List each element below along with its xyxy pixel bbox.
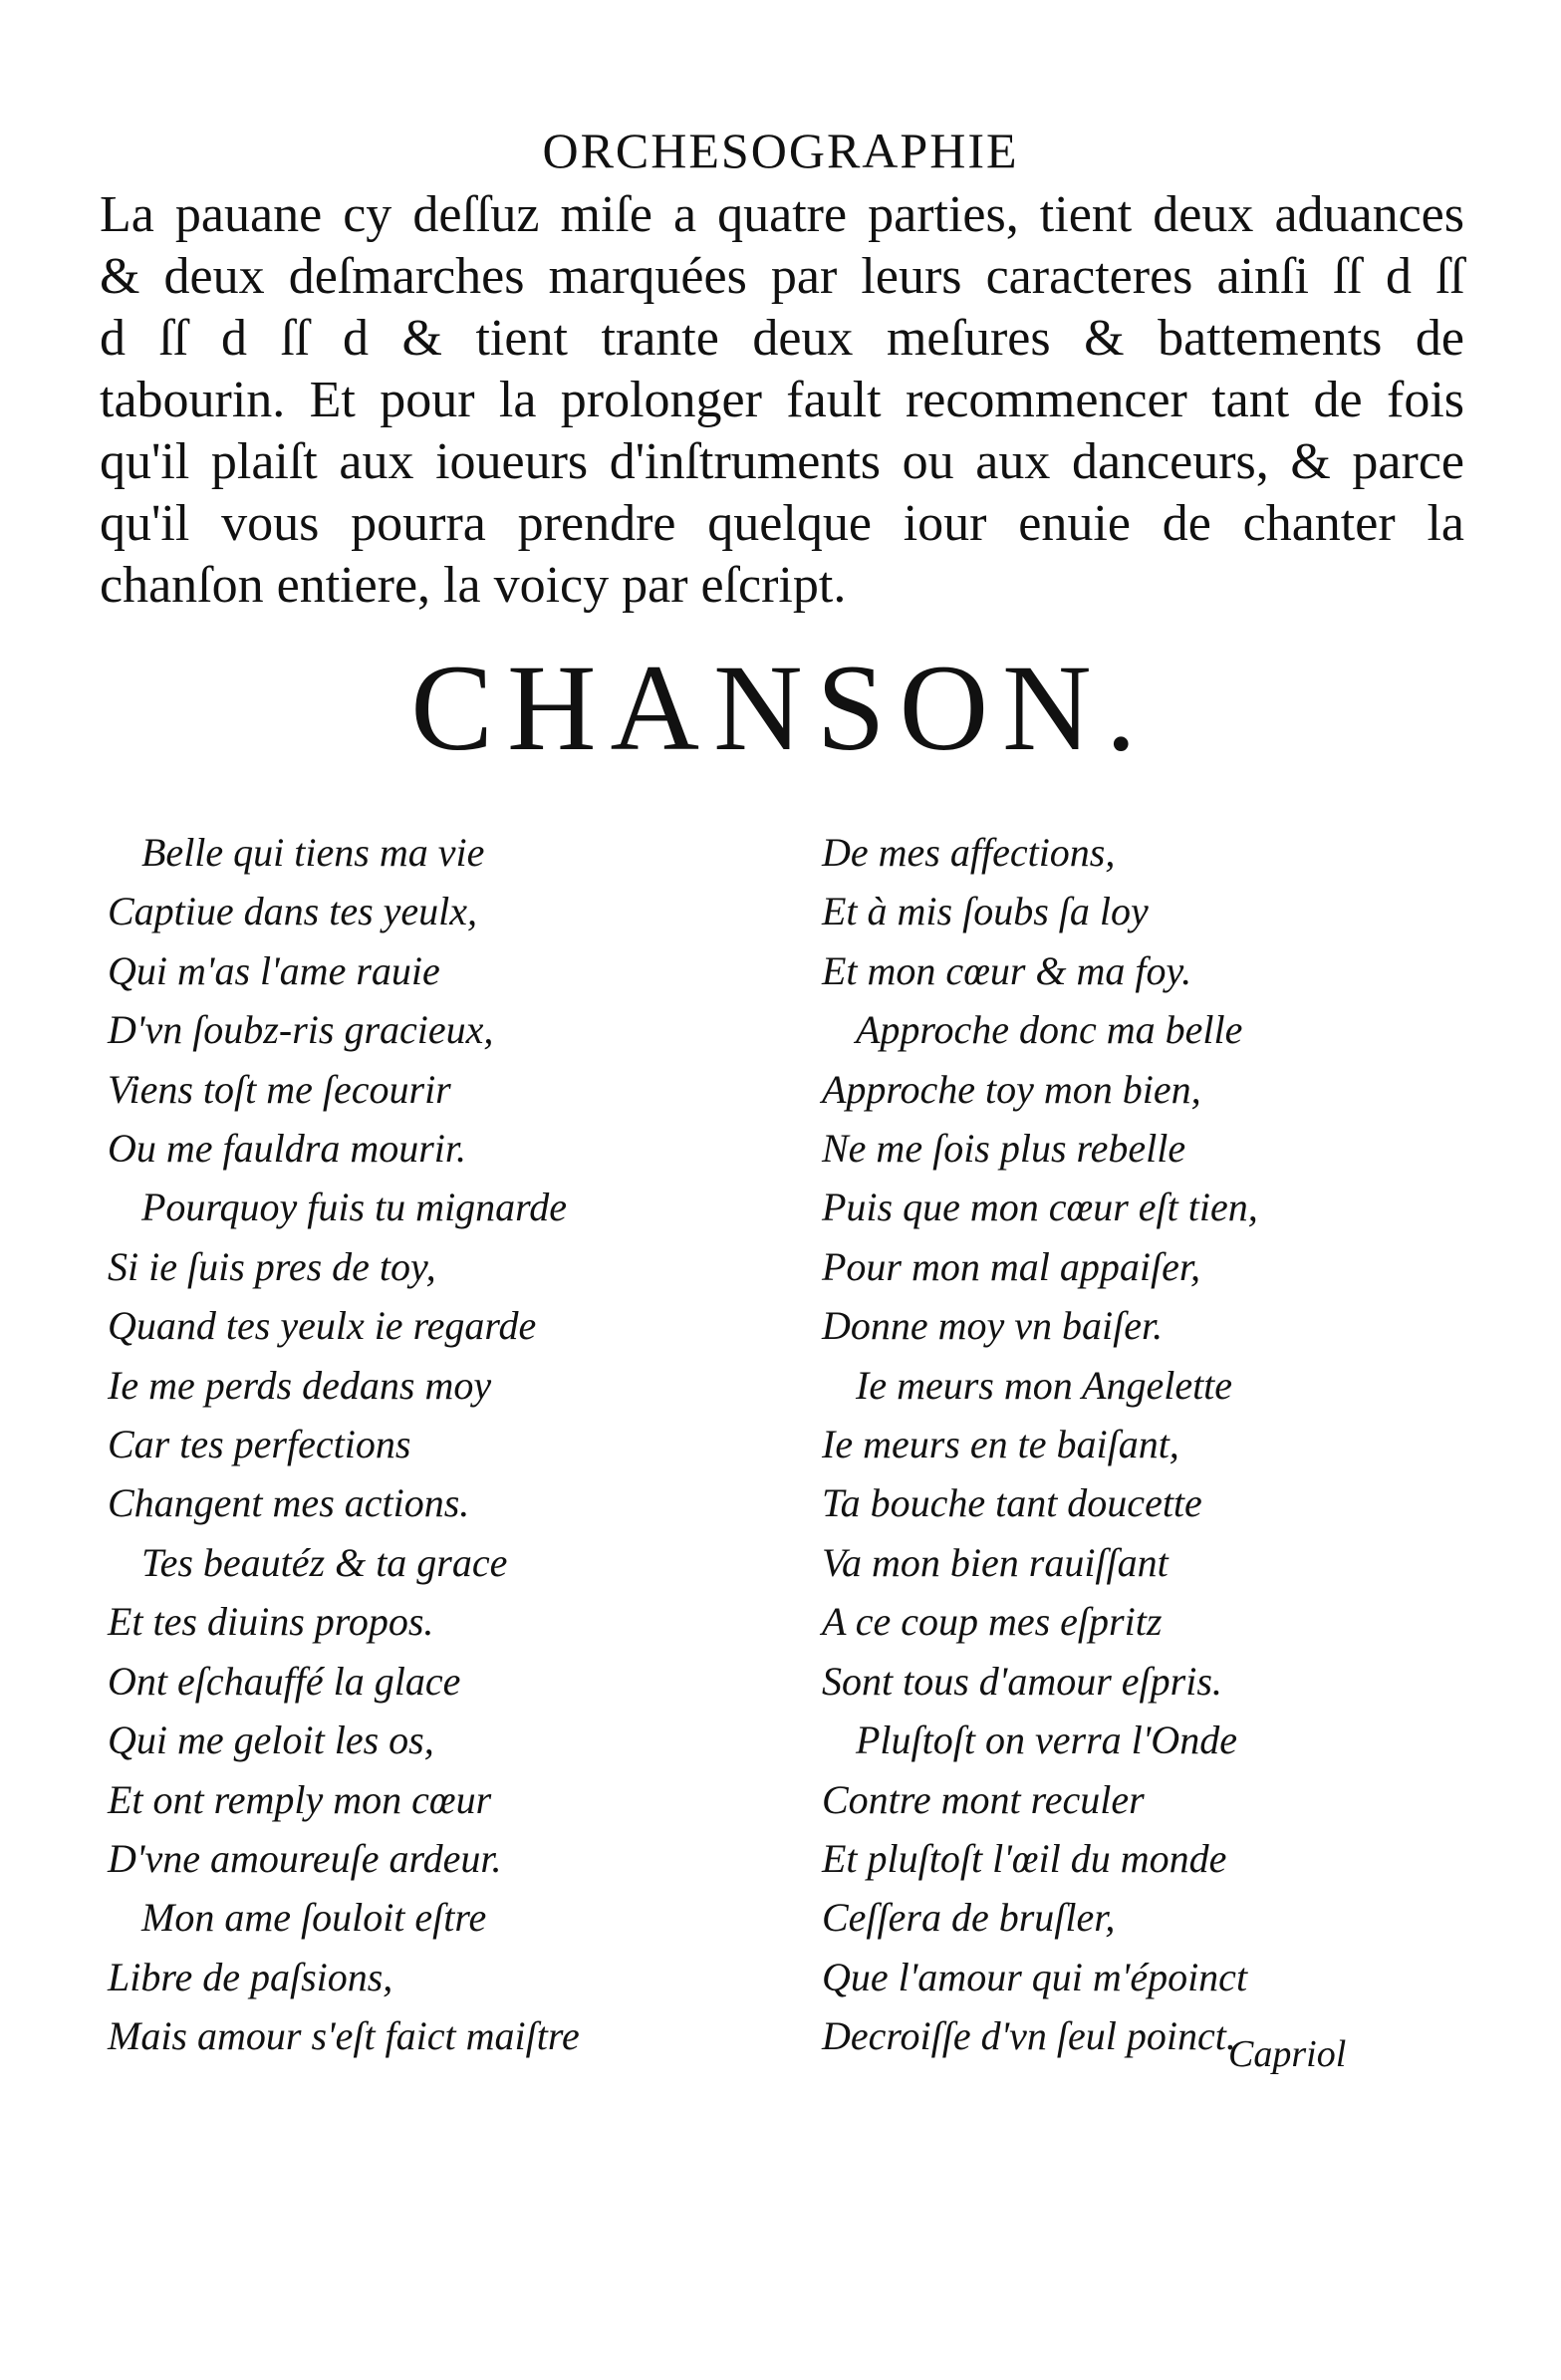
prose-line: chanſon entiere, la voicy par eſcript. — [100, 557, 847, 614]
verse-line: Quand tes yeulx ie regarde — [108, 1303, 537, 1349]
verse-line: Pourquoy fuis tu mignarde — [141, 1185, 568, 1230]
verse-line: Belle qui tiens ma vie — [141, 830, 485, 875]
prose-line: qu'il vous pourra prendre quelque iour enuie de chanter la — [100, 495, 1464, 552]
prose-line: qu'il plaiſt aux ioueurs d'inſtruments ou aux danceurs, & parce — [100, 433, 1464, 490]
verse-line: Ceſſera de bruſler, — [822, 1895, 1116, 1941]
prose-line: tabourin. Et pour la prolonger fault recommencer tant de fois — [100, 372, 1464, 428]
prose-line: La pauane cy deſſuz miſe a quatre parties, tient deux aduances — [100, 186, 1464, 243]
verse-line: A ce coup mes eſpritz — [822, 1599, 1163, 1645]
verse-line: Mon ame ſouloit eſtre — [141, 1895, 487, 1941]
verse-line: Ne me ſois plus rebelle — [822, 1126, 1186, 1172]
prose-paragraph — [100, 184, 1464, 617]
prose-line: d ſſ d ſſ d & tient trante deux meſures & battements de — [100, 310, 1464, 367]
verse-line: Pour mon mal appaiſer, — [822, 1243, 1200, 1289]
verse-line: Que l'amour qui m'époinct — [822, 1954, 1248, 1999]
verse-line: Ont eſchauffé la glace — [108, 1658, 461, 1704]
verse-line: Car tes perfections — [108, 1422, 411, 1467]
verse-line: Et tes diuins propos. — [108, 1599, 434, 1645]
verse-line: Decroiſſe d'vn ſeul poinct. — [822, 2013, 1236, 2059]
verse-line: Ie me perds dedans moy — [108, 1362, 492, 1408]
verse-line: Pluſtoſt on verra l'Onde — [856, 1718, 1237, 1763]
verse-line: Si ie ſuis pres de toy, — [108, 1243, 436, 1289]
verse-line: Ie meurs mon Angelette — [856, 1362, 1233, 1408]
verse-line: D'vne amoureuſe ardeur. — [108, 1835, 502, 1881]
verse-line: Ou me fauldra mourir. — [108, 1126, 467, 1172]
verse-line: Approche donc ma belle — [856, 1007, 1243, 1053]
verse-line: Ie meurs en te baiſant, — [822, 1422, 1179, 1467]
verse-line: Qui me geloit les os, — [108, 1718, 434, 1763]
verse-line: Et à mis ſoubs ſa loy — [822, 889, 1149, 934]
running-head: ORCHESOGRAPHIE — [542, 123, 1019, 178]
verse-line: Va mon bien rauiſſant — [822, 1539, 1169, 1585]
verse-line: Et pluſtoſt l'œil du monde — [822, 1835, 1227, 1881]
verse-line: Et ont remply mon cœur — [108, 1776, 492, 1822]
verse-line: Contre mont reculer — [822, 1776, 1145, 1822]
verse-column-left — [108, 823, 725, 2066]
prose-line: & deux deſmarches marquées par leurs caracteres ainſi ſſ d ſſ — [100, 248, 1464, 305]
verse-line: Tes beautéz & ta grace — [141, 1539, 508, 1585]
verse-line: De mes affections, — [822, 830, 1116, 875]
verse-line: Sont tous d'amour eſpris. — [822, 1658, 1222, 1704]
verse-line: Captiue dans tes yeulx, — [108, 889, 478, 934]
verse-line: Qui m'as l'ame rauie — [108, 947, 440, 993]
verse-line: Libre de paſsions, — [108, 1954, 393, 1999]
verse-line: Mais amour s'eſt faict maiſtre — [108, 2013, 580, 2059]
verse-line: Puis que mon cœur eſt tien, — [822, 1185, 1258, 1230]
verse-line: Changent mes actions. — [108, 1480, 470, 1526]
verse-line: D'vn ſoubz-ris gracieux, — [108, 1007, 494, 1053]
verse-line: Donne moy vn baiſer. — [822, 1303, 1164, 1349]
verse-line: Approche toy mon bien, — [822, 1066, 1201, 1112]
verse-line: Viens toſt me ſecourir — [108, 1066, 451, 1112]
catchword: Capriol — [1228, 2033, 1347, 2075]
song-title: CHANSON. — [410, 640, 1151, 776]
verse-column-right — [822, 823, 1439, 2066]
verse-line: Et mon cœur & ma foy. — [822, 947, 1192, 993]
verse-line: Ta bouche tant doucette — [822, 1480, 1202, 1526]
